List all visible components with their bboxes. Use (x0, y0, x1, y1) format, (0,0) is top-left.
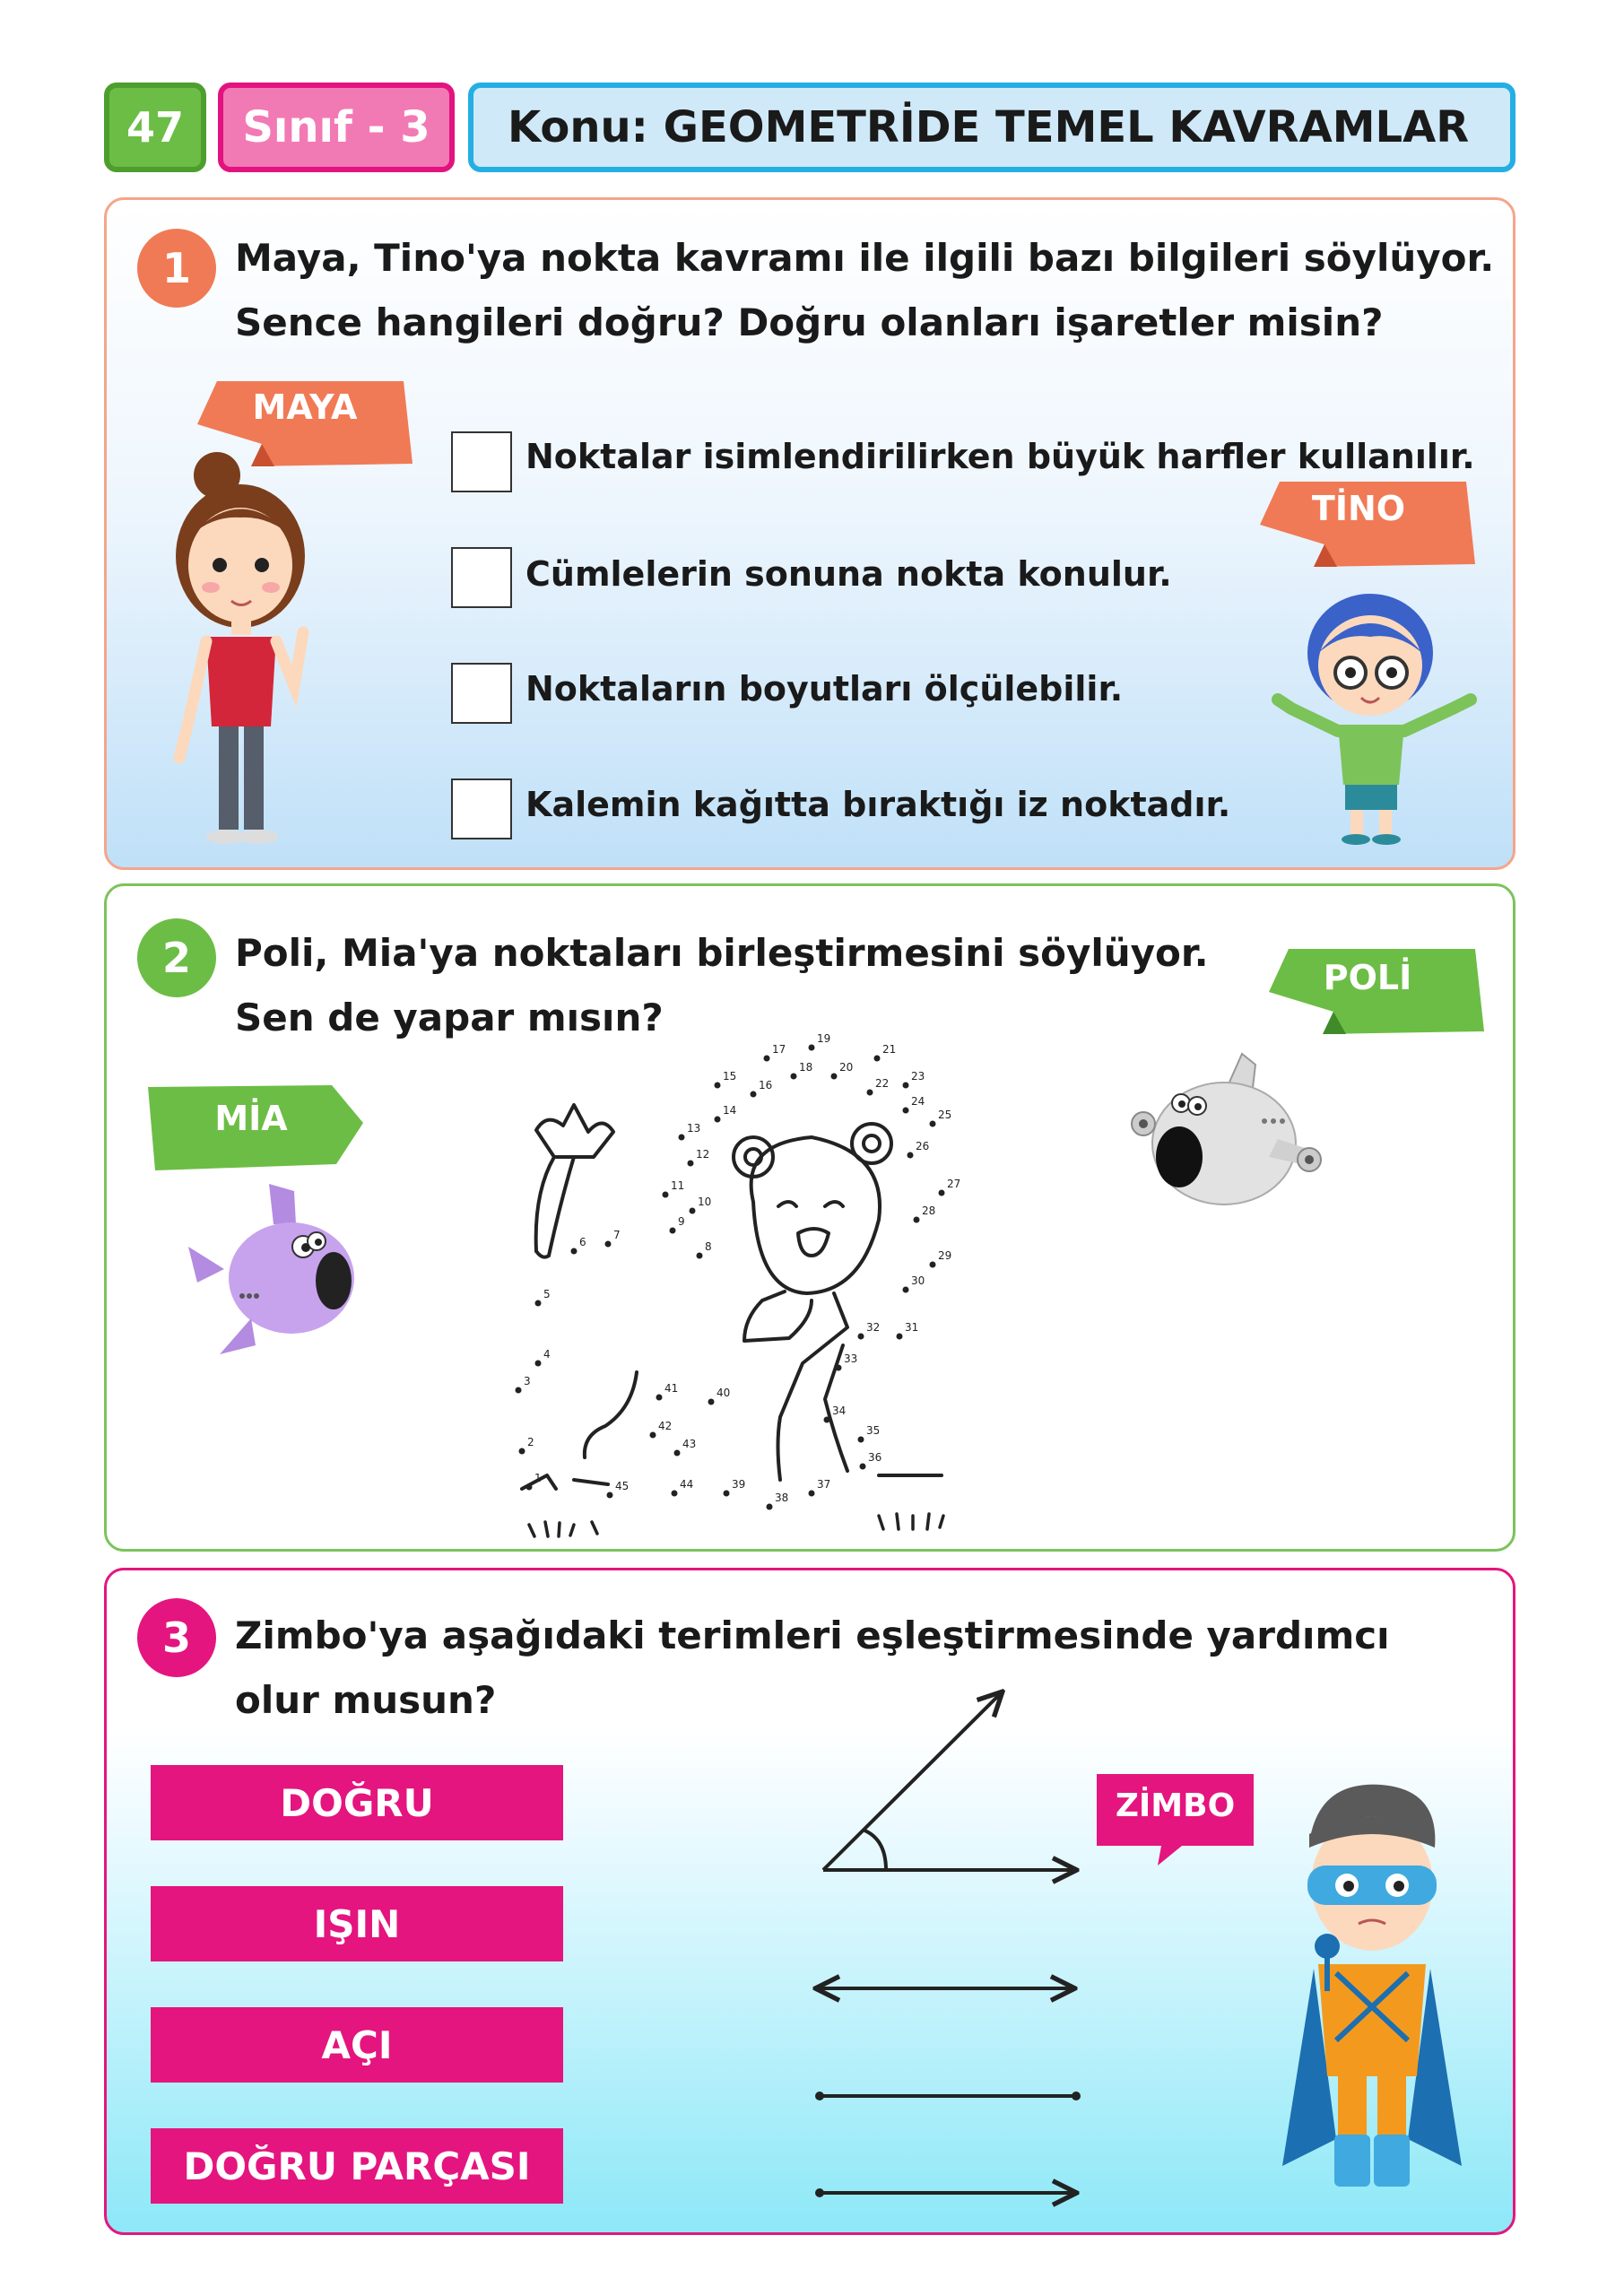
question-3-line-2: olur musun? (235, 1678, 497, 1722)
question-2-line-2: Sen de yapar mısın? (235, 996, 664, 1039)
puzzle-dot-label-39: 39 (732, 1478, 746, 1491)
zimbo-tag: ZİMBO (1115, 1787, 1236, 1824)
puzzle-dot-label-5: 5 (543, 1288, 551, 1300)
puzzle-dot-label-31: 31 (905, 1321, 919, 1334)
puzzle-dot-label-27: 27 (947, 1178, 961, 1190)
puzzle-dot-label-1: 1 (534, 1472, 542, 1484)
puzzle-dot-label-37: 37 (817, 1478, 831, 1491)
puzzle-dot-label-44: 44 (680, 1478, 694, 1491)
puzzle-dot-label-33: 33 (844, 1352, 858, 1365)
puzzle-dot-label-18: 18 (799, 1061, 813, 1074)
mia-tag: MİA (214, 1099, 288, 1138)
maya-tag: MAYA (252, 387, 358, 427)
puzzle-dot-label-40: 40 (716, 1387, 731, 1399)
ray-figure (815, 2188, 1074, 2197)
puzzle-dot-label-41: 41 (664, 1382, 679, 1395)
puzzle-dot-label-19: 19 (817, 1032, 831, 1045)
page-number: 47 (126, 103, 184, 152)
question-2-line-1: Poli, Mia'ya noktaları birleştirmesini söylüyor. (235, 931, 1209, 975)
puzzle-dot-label-25: 25 (938, 1109, 952, 1121)
term-aci[interactable]: AÇI (151, 2007, 563, 2083)
puzzle-dot-label-17: 17 (772, 1043, 786, 1056)
puzzle-dot-label-32: 32 (866, 1321, 881, 1334)
puzzle-dot-label-8: 8 (705, 1240, 712, 1253)
puzzle-dot-label-20: 20 (839, 1061, 854, 1074)
puzzle-dot-label-34: 34 (832, 1405, 847, 1417)
puzzle-dot-label-10: 10 (698, 1196, 712, 1208)
question-1-line-2: Sence hangileri doğru? Doğru olanları işaretler misin? (235, 300, 1384, 344)
question-3-number: 3 (137, 1598, 216, 1677)
puzzle-dot-label-22: 22 (875, 1077, 890, 1090)
puzzle-dot-label-35: 35 (866, 1424, 881, 1437)
term-isin[interactable]: IŞIN (151, 1886, 563, 1961)
puzzle-dot-label-42: 42 (658, 1420, 673, 1432)
puzzle-dot-label-4: 4 (543, 1348, 551, 1361)
puzzle-dot-label-36: 36 (868, 1451, 882, 1464)
option-1-text: Noktalar isimlendirilirken büyük harfler kullanılır. (525, 437, 1475, 476)
puzzle-dot-label-3: 3 (524, 1375, 531, 1387)
puzzle-dot-label-23: 23 (911, 1070, 925, 1083)
puzzle-dot-label-13: 13 (687, 1122, 701, 1135)
tino-tag: TİNO (1311, 489, 1406, 528)
puzzle-dot-label-15: 15 (723, 1070, 737, 1083)
puzzle-dot-label-9: 9 (678, 1215, 685, 1228)
puzzle-dot-label-12: 12 (696, 1148, 710, 1161)
puzzle-dot-label-43: 43 (682, 1438, 697, 1450)
puzzle-dot-label-30: 30 (911, 1274, 925, 1287)
puzzle-dot-label-11: 11 (671, 1179, 685, 1192)
puzzle-dot-label-28: 28 (922, 1205, 936, 1217)
option-4-text: Kalemin kağıtta bıraktığı iz noktadır. (525, 785, 1231, 824)
option-2-text: Cümlelerin sonuna nokta konulur. (525, 554, 1172, 594)
question-1-number: 1 (137, 229, 216, 308)
puzzle-dot-label-16: 16 (759, 1079, 773, 1091)
puzzle-dot-label-6: 6 (579, 1236, 586, 1248)
puzzle-dot-label-38: 38 (775, 1492, 789, 1504)
question-1-line-1: Maya, Tino'ya nokta kavramı ile ilgili bazı bilgileri söylüyor. (235, 236, 1495, 280)
puzzle-dot-label-21: 21 (882, 1043, 897, 1056)
puzzle-dot-label-45: 45 (615, 1480, 630, 1492)
topic-title: Konu: GEOMETRİDE TEMEL KAVRAMLAR (508, 102, 1470, 152)
puzzle-dot-label-14: 14 (723, 1104, 737, 1117)
poli-tag: POLİ (1323, 958, 1412, 997)
puzzle-dot-label-2: 2 (527, 1436, 534, 1448)
segment-figure (815, 2092, 1081, 2100)
question-2-number: 2 (137, 918, 216, 997)
zimbo-superhero-illustration (1282, 1780, 1462, 2202)
class-label: Sınıf - 3 (242, 102, 430, 152)
puzzle-dot-label-24: 24 (911, 1095, 925, 1108)
question-3-line-1: Zimbo'ya aşağıdaki terimleri eşleştirmesinde yardımcı (235, 1613, 1390, 1657)
puzzle-dot-label-29: 29 (938, 1249, 952, 1262)
option-3-text: Noktaların boyutları ölçülebilir. (525, 669, 1124, 709)
puzzle-dot-label-26: 26 (916, 1140, 930, 1152)
term-dogru[interactable]: DOĞRU (151, 1765, 563, 1840)
term-dogru-parcasi[interactable]: DOĞRU PARÇASI (151, 2128, 563, 2204)
puzzle-dot-label-7: 7 (613, 1229, 621, 1241)
angle-figure (823, 1693, 1074, 1870)
